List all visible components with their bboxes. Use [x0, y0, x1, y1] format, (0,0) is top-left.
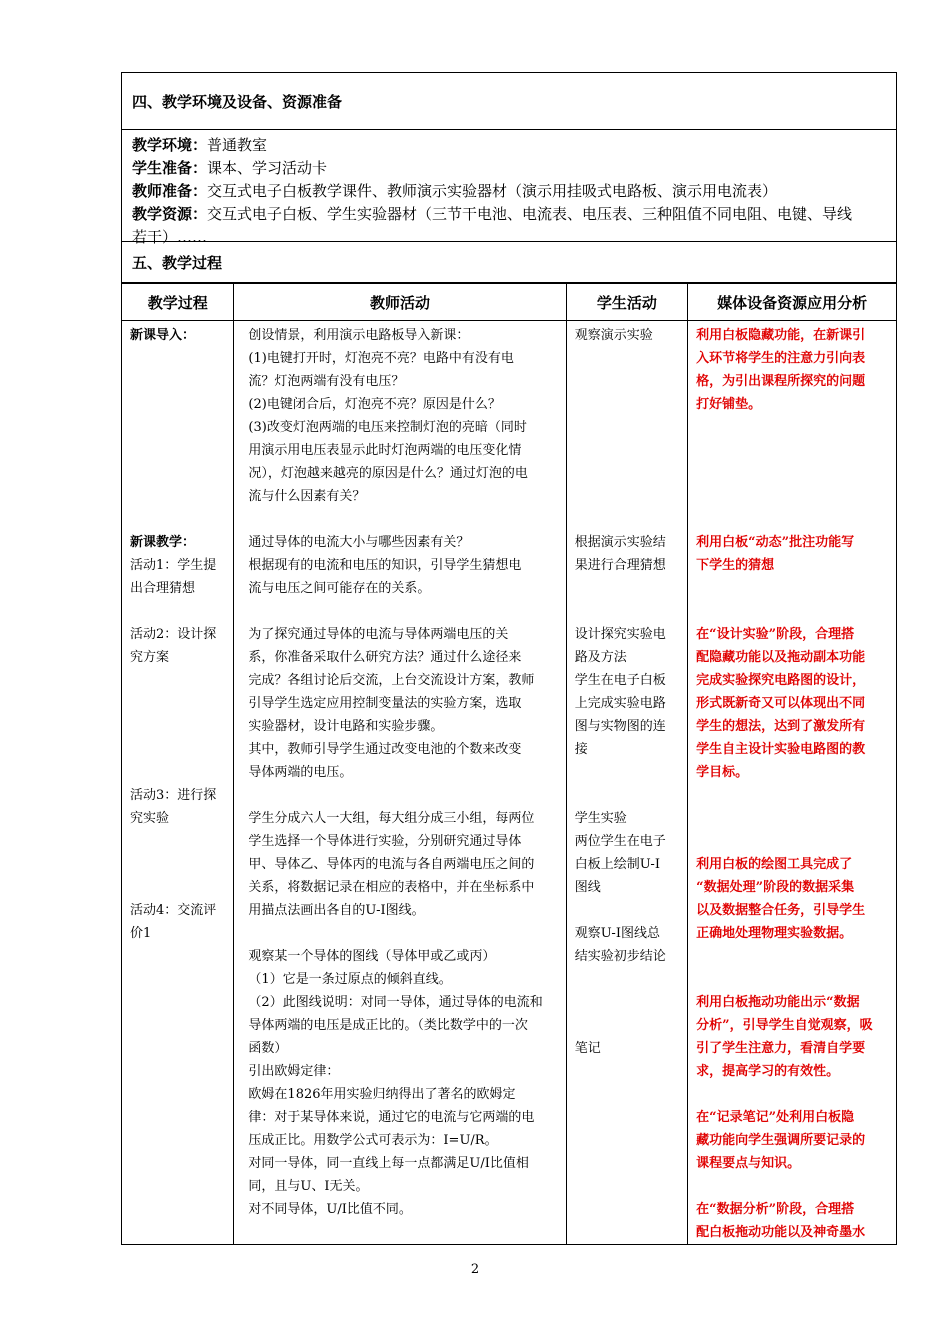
- media-text: 打好铺垫。: [696, 397, 762, 412]
- teacher-text: (3)改变灯泡两端的电压来控制灯泡的亮暗（同时: [248, 420, 527, 435]
- media-text: 藏功能向学生强调所要记录的: [696, 1133, 866, 1148]
- document-page: [121, 72, 897, 1245]
- section5-title: 五、教学过程: [122, 242, 896, 283]
- resource-value-1: 交互式电子白板、学生实验器材（三节干电池、电流表、电压表、三种阻值不同电阻、电键、导线: [207, 205, 853, 223]
- resource-line-2: 若干）……: [132, 228, 208, 246]
- media-text: 学生的想法，达到了激发所有: [696, 719, 866, 734]
- process-table: [121, 283, 897, 1245]
- teacher-text: 为了探究通过导体的电流与导体两端电压的关: [248, 627, 509, 642]
- teacher-text: 甲、导体乙、导体丙的电流与各自两端电压之间的: [248, 857, 535, 872]
- header-stage: 教学过程: [122, 284, 234, 321]
- teacher-text: 学生分成六人一大组，每大组分成三小组，每两位: [248, 811, 535, 826]
- header-student: 学生活动: [566, 284, 687, 321]
- teacher-text: 引导学生选定应用控制变量法的实验方案，选取: [248, 696, 522, 711]
- teacher-text: 实验器材，设计电路和实验步骤。: [248, 719, 444, 734]
- student-label: 学生准备：: [132, 159, 208, 177]
- media-cell: [688, 321, 897, 1245]
- resource-label: 教学资源：: [132, 205, 208, 223]
- resource-line: [132, 203, 888, 226]
- media-text: 正确地处理物理实验数据。: [696, 926, 853, 941]
- teacher-text: 律：对于某导体来说，通过它的电流与它两端的电: [248, 1110, 535, 1125]
- teacher-text: 通过导体的电流大小与哪些因素有关？: [248, 535, 470, 550]
- media-text: 入环节将学生的注意力引向表: [696, 351, 866, 366]
- teacher-text: (1)电键打开时，灯泡亮不亮？电路中有没有电: [248, 351, 514, 366]
- media-text: “数据处理”阶段的数据采集: [696, 880, 855, 895]
- stage-label: 出合理猜想: [130, 581, 196, 596]
- media-text: 学生自主设计实验电路图的教: [696, 742, 866, 757]
- student-text: 图与实物图的连: [574, 719, 666, 734]
- media-text: 课程要点与知识。: [696, 1156, 801, 1171]
- student-text: 学生实验: [574, 811, 627, 826]
- student-text: 结实验初步结论: [574, 949, 666, 964]
- student-text: 观察U-I图线总: [574, 926, 660, 941]
- teacher-text: 用演示用电压表显示此时灯泡两端的电压变化情: [248, 443, 522, 458]
- teacher-cell: [234, 321, 566, 1245]
- section4-box: [121, 72, 897, 283]
- teacher-text: 观察某一个导体的图线（导体甲或乙或丙）: [248, 949, 496, 964]
- teacher-text: 用描点法画出各自的U-I图线。: [248, 903, 425, 918]
- media-text: 配隐藏功能以及拖动副本功能: [696, 650, 866, 665]
- environment-block: [122, 130, 896, 246]
- student-text: 学生在电子白板: [574, 673, 666, 688]
- teacher-label: 教师准备：: [132, 182, 208, 200]
- teacher-text: 完成？各组讨论后交流，上台交流设计方案，教师: [248, 673, 535, 688]
- table-header-row: [122, 284, 897, 321]
- stage-label: 活动2：设计探: [130, 627, 217, 642]
- teacher-text: 欧姆在1826年用实验归纳得出了著名的欧姆定: [248, 1087, 516, 1102]
- media-text: 在“数据分析”阶段，合理搭: [696, 1202, 855, 1217]
- stage-label: 究方案: [130, 650, 170, 665]
- teacher-text: 引出欧姆定律：: [248, 1064, 340, 1079]
- student-text: 上完成实验电路: [574, 696, 666, 711]
- teacher-text: （2）此图线说明：对同一导体，通过导体的电流和: [248, 995, 543, 1010]
- media-text: 分析”，引导学生自觉观察，吸: [696, 1018, 873, 1033]
- stage-cell: [122, 321, 234, 1245]
- student-text: 笔记: [574, 1041, 601, 1056]
- media-text: 形式既新奇又可以体现出不同: [696, 696, 866, 711]
- teacher-text: 压成正比。用数学公式可表示为：I=U/R。: [248, 1133, 498, 1148]
- student-line: [132, 157, 888, 180]
- teacher-text: 况），灯泡越来越亮的原因是什么？通过灯泡的电: [248, 466, 528, 481]
- teacher-text: 函数）: [248, 1041, 288, 1056]
- stage-label: 新课导入：: [130, 328, 196, 343]
- env-value: 普通教室: [207, 136, 268, 154]
- teacher-text: 流与什么因素有关？: [248, 489, 366, 504]
- stage-label: 新课教学：: [130, 535, 196, 550]
- media-text: 利用白板“动态”批注功能写: [696, 535, 855, 550]
- teacher-value: 交互式电子白板教学课件、教师演示实验器材（演示用挂吸式电路板、演示用电流表）: [207, 182, 778, 200]
- env-line: [132, 134, 888, 157]
- teacher-text: 同，且与U、I无关。: [248, 1179, 369, 1194]
- teacher-text: 其中，教师引导学生通过改变电池的个数来改变: [248, 742, 522, 757]
- student-text: 接: [574, 742, 588, 757]
- table-row: [122, 321, 897, 1245]
- header-teacher: 教师活动: [234, 284, 566, 321]
- student-value: 课本、学习活动卡: [207, 159, 328, 177]
- teacher-text: 关系，将数据记录在相应的表格中，并在坐标系中: [248, 880, 535, 895]
- media-text: 完成实验探究电路图的设计，: [696, 673, 866, 688]
- student-text: 设计探究实验电: [574, 627, 666, 642]
- student-text: 白板上绘制U-I: [574, 857, 660, 872]
- media-text: 配白板拖动功能以及神奇墨水: [696, 1225, 866, 1240]
- student-text: 图线: [574, 880, 601, 895]
- media-text: 下学生的猜想: [696, 558, 775, 573]
- teacher-text: 学生选择一个导体进行实验，分别研究通过导体: [248, 834, 522, 849]
- media-text: 在“记录笔记”处利用白板隐: [696, 1110, 855, 1125]
- teacher-text: 系，你准备采取什么研究方法？通过什么途径来: [248, 650, 522, 665]
- media-text: 格，为引出课程所探究的问题: [696, 374, 866, 389]
- teacher-text: 导体两端的电压。: [248, 765, 353, 780]
- stage-label: 活动1：学生提: [130, 558, 217, 573]
- student-text: 观察演示实验: [574, 328, 653, 343]
- teacher-text: 对同一导体，同一直线上每一点都满足U/I比值相: [248, 1156, 529, 1171]
- stage-label: 价1: [130, 926, 152, 941]
- teacher-text: （1）它是一条过原点的倾斜直线。: [248, 972, 452, 987]
- media-text: 在“设计实验”阶段，合理搭: [696, 627, 855, 642]
- stage-label: 活动4：交流评: [130, 903, 217, 918]
- stage-label: 究实验: [130, 811, 170, 826]
- teacher-text: 创设情景，利用演示电路板导入新课：: [248, 328, 470, 343]
- header-media: 媒体设备资源应用分析: [688, 284, 897, 321]
- teacher-text: 流与电压之间可能存在的关系。: [248, 581, 431, 596]
- student-text: 路及方法: [574, 650, 627, 665]
- student-cell: [566, 321, 687, 1245]
- page-number: 2: [470, 1262, 480, 1277]
- teacher-text: 流？灯泡两端有没有电压？: [248, 374, 405, 389]
- student-text: 果进行合理猜想: [574, 558, 666, 573]
- stage-label: 活动3：进行探: [130, 788, 217, 803]
- media-text: 求，提高学习的有效性。: [696, 1064, 840, 1079]
- media-text: 学目标。: [696, 765, 749, 780]
- teacher-text: 导体两端的电压是成正比的。（类比数学中的一次: [248, 1018, 528, 1033]
- teacher-text: 根据现有的电流和电压的知识，引导学生猜想电: [248, 558, 522, 573]
- teacher-text: 对不同导体，U/I比值不同。: [248, 1202, 412, 1217]
- student-text: 根据演示实验结: [574, 535, 666, 550]
- media-text: 利用白板的绘图工具完成了: [696, 857, 853, 872]
- section4-title: 四、教学环境及设备、资源准备: [122, 73, 896, 130]
- env-label: 教学环境：: [132, 136, 208, 154]
- media-text: 以及数据整合任务，引导学生: [696, 903, 866, 918]
- teacher-text: (2)电键闭合后，灯泡亮不亮？原因是什么？: [248, 397, 501, 412]
- teacher-line: [132, 180, 888, 203]
- media-text: 引了学生注意力，看清自学要: [696, 1041, 866, 1056]
- student-text: 两位学生在电子: [574, 834, 666, 849]
- media-text: 利用白板拖动功能出示“数据: [696, 995, 860, 1010]
- media-text: 利用白板隐藏功能，在新课引: [696, 328, 866, 343]
